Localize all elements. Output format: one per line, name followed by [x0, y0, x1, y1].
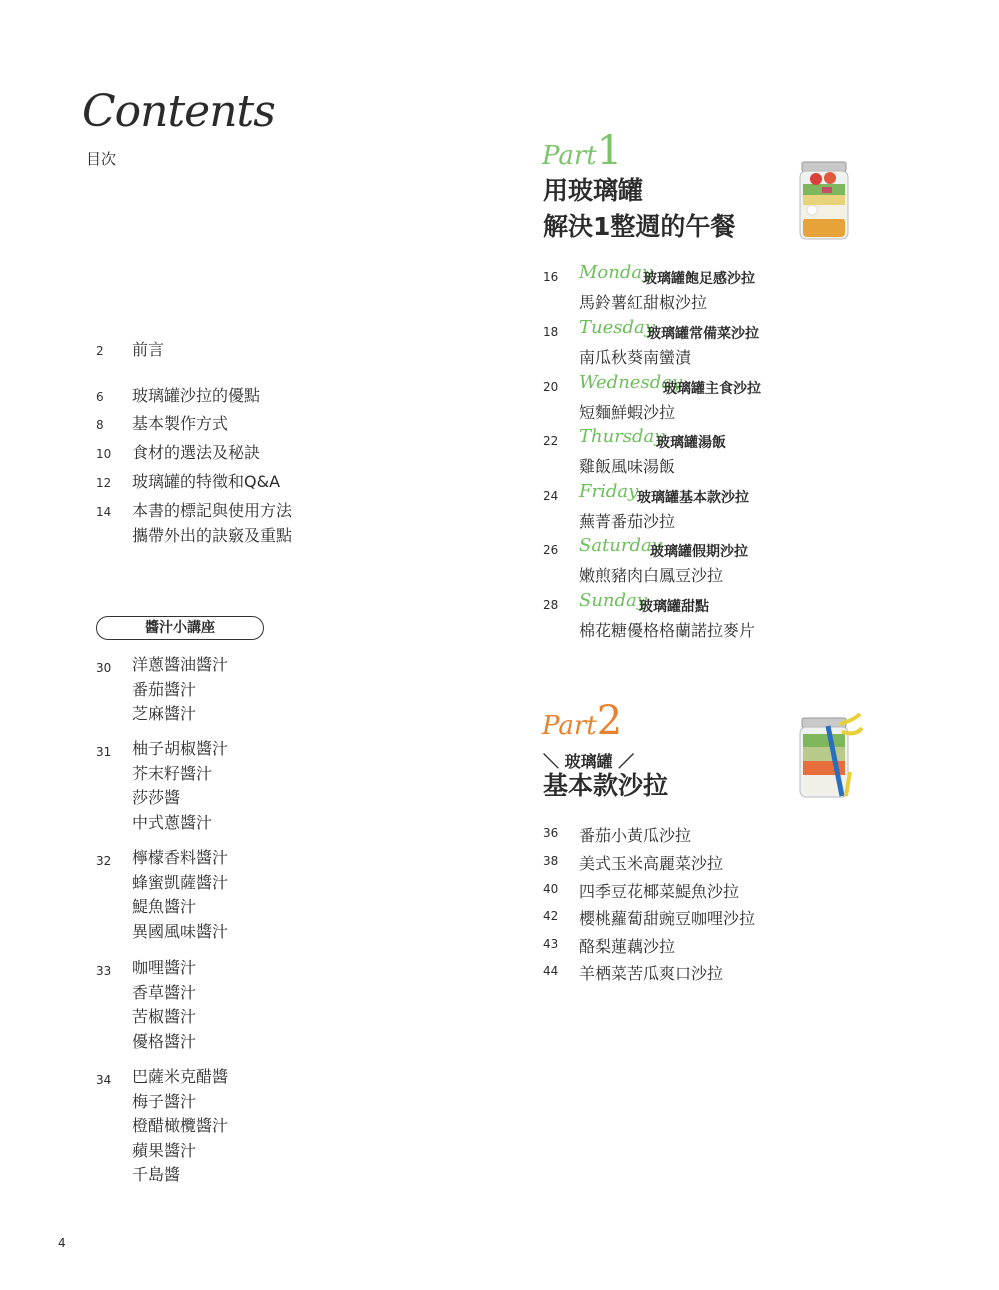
salad-jar-ribbon-image [798, 712, 864, 802]
page-number: 16 [543, 270, 559, 284]
page-number: 43 [543, 937, 559, 951]
sauce-item: 中式蔥醬汁 [132, 812, 213, 832]
page-number: 44 [543, 964, 559, 978]
sauce-item: 苦椒醬汁 [132, 1007, 197, 1026]
part-word: Part [542, 141, 597, 171]
entry-category: 玻璃罐飽足感沙拉 [643, 271, 755, 287]
entry-title: 蕪菁番茄沙拉 [579, 512, 676, 531]
part2-title: 基本款沙拉 [543, 771, 669, 800]
sauce-item: 異國風味醬汁 [132, 921, 229, 941]
sauce-item: 優格醬汁 [132, 1031, 197, 1051]
entry-title: 馬鈴薯紅甜椒沙拉 [579, 293, 708, 312]
entry-category: 玻璃罐基本款沙拉 [637, 490, 749, 506]
sauce-item: 蜂蜜凱薩醬汁 [132, 872, 229, 892]
entry-title: 南瓜秋葵南蠻漬 [579, 348, 692, 367]
entry-title: 玻璃罐沙拉的優點 [132, 386, 261, 405]
sauce-item: 千島醬 [132, 1165, 181, 1184]
sauce-item: 芥末籽醬汁 [132, 763, 213, 783]
day-name: Wednesday [579, 372, 683, 393]
entry-title: 雞飯風味湯飯 [579, 457, 676, 476]
entry-title: 攜帶外出的訣竅及重點 [132, 526, 293, 545]
part1-title-line1: 用玻璃罐 [543, 176, 644, 205]
page-number: 31 [96, 745, 112, 759]
page-number: 40 [543, 882, 559, 896]
entry-title: 前言 [132, 340, 165, 359]
entry-category: 玻璃罐常備菜沙拉 [647, 326, 759, 342]
entry-category: 玻璃罐甜點 [639, 599, 709, 615]
day-name: Saturday [579, 535, 662, 556]
day-name: Thursday [579, 426, 665, 447]
entry-title: 玻璃罐的特徵和Q&A [132, 472, 281, 491]
entry-title: 酪梨蓮藕沙拉 [579, 937, 676, 956]
day-name: Tuesday [579, 317, 655, 338]
day-name: Friday [579, 481, 639, 502]
part1-title-line2: 解決1整週的午餐 [543, 212, 736, 241]
sauce-item: 梅子醬汁 [132, 1091, 197, 1111]
sauce-item: 咖哩醬汁 [132, 958, 197, 977]
entry-title: 本書的標記與使用方法 [132, 501, 293, 520]
part-number: 2 [596, 698, 623, 744]
entry-title: 美式玉米高麗菜沙拉 [579, 854, 724, 873]
part1-label [542, 128, 622, 174]
page-number: 2 [96, 344, 104, 358]
page-number: 6 [96, 390, 104, 404]
page-number: 14 [96, 505, 112, 519]
day-name: Monday [579, 262, 653, 283]
entry-title: 短麵鮮蝦沙拉 [579, 403, 676, 422]
page-number: 22 [543, 434, 559, 448]
sauce-item: 莎莎醬 [132, 788, 181, 807]
page-number: 24 [543, 489, 559, 503]
entry-title: 四季豆花椰菜鯷魚沙拉 [579, 882, 740, 901]
page-number: 20 [543, 380, 559, 394]
part2-label [542, 698, 622, 744]
page-number: 36 [543, 826, 559, 840]
page-number: 18 [543, 325, 559, 339]
page-number: 38 [543, 854, 559, 868]
sauce-item: 鯷魚醬汁 [132, 897, 197, 916]
page-number: 32 [96, 854, 112, 868]
page-number-footer: 4 [58, 1236, 66, 1250]
sauce-item: 番茄醬汁 [132, 679, 197, 699]
entry-title: 食材的選法及秘訣 [132, 443, 261, 462]
entry-title: 基本製作方式 [132, 414, 229, 433]
page-number: 12 [96, 476, 112, 490]
sauce-item: 蘋果醬汁 [132, 1140, 197, 1160]
page-number: 33 [96, 964, 112, 978]
page-number: 28 [543, 598, 559, 612]
sauce-item: 香草醬汁 [132, 982, 197, 1002]
page-number: 30 [96, 661, 112, 675]
page-number: 34 [96, 1073, 112, 1087]
contents-subtitle: 目次 [86, 150, 117, 168]
salad-jar-image [796, 160, 852, 242]
sauce-item: 橙醋橄欖醬汁 [132, 1116, 229, 1135]
sauce-item: 柚子胡椒醬汁 [132, 739, 229, 758]
part2-title-pre: ＼ 玻璃罐 ／ [543, 752, 635, 771]
entry-title: 羊栖菜苦瓜爽口沙拉 [579, 964, 724, 983]
entry-title: 嫩煎豬肉白鳳豆沙拉 [579, 566, 724, 585]
part-word: Part [542, 711, 597, 741]
sauce-section-label: 醬汁小講座 [96, 616, 264, 640]
day-name: Sunday [579, 590, 647, 611]
entry-category: 玻璃罐假期沙拉 [650, 544, 748, 560]
entry-title: 櫻桃蘿蔔甜豌豆咖哩沙拉 [579, 909, 756, 928]
contents-title: Contents [82, 86, 275, 137]
page-number: 8 [96, 418, 104, 432]
sauce-item: 洋蔥醬油醬汁 [132, 655, 229, 674]
page-number: 42 [543, 909, 559, 923]
entry-category: 玻璃罐主食沙拉 [663, 381, 761, 397]
entry-title: 棉花糖優格格蘭諾拉麥片 [579, 621, 756, 640]
sauce-item: 檸檬香料醬汁 [132, 848, 229, 867]
page-number: 26 [543, 543, 559, 557]
sauce-item: 芝麻醬汁 [132, 704, 197, 723]
entry-category: 玻璃罐湯飯 [656, 435, 726, 451]
sauce-item: 巴薩米克醋醬 [132, 1067, 229, 1086]
part-number: 1 [596, 128, 623, 174]
entry-title: 番茄小黃瓜沙拉 [579, 826, 692, 845]
page-number: 10 [96, 447, 112, 461]
